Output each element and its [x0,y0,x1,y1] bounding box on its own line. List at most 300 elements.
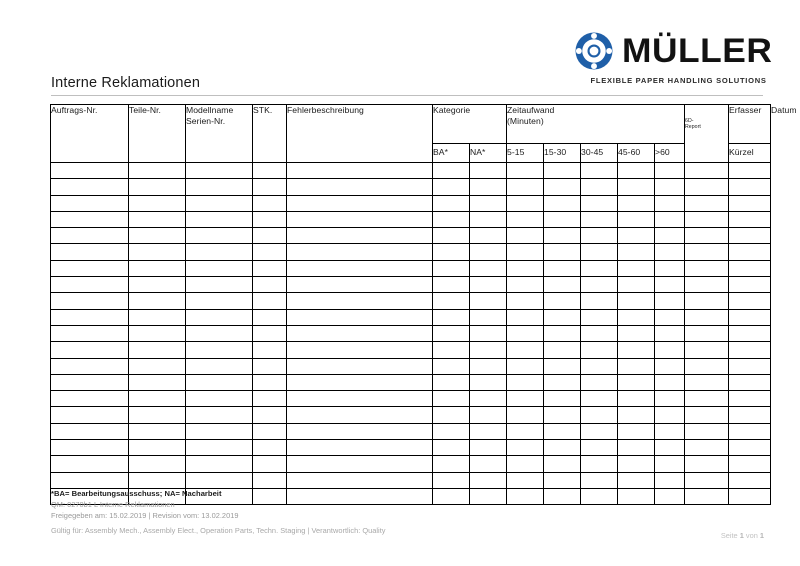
table-cell[interactable] [470,407,507,423]
table-cell[interactable] [655,423,685,439]
table-cell[interactable] [186,228,253,244]
table-cell[interactable] [685,309,729,325]
table-cell[interactable] [51,277,129,293]
table-row[interactable] [51,277,771,293]
table-cell[interactable] [729,195,771,211]
table-cell[interactable] [470,195,507,211]
table-cell[interactable] [618,325,655,341]
table-cell[interactable] [685,374,729,390]
table-cell[interactable] [729,179,771,195]
table-cell[interactable] [685,163,729,179]
table-cell[interactable] [581,260,618,276]
table-cell[interactable] [51,325,129,341]
table-cell[interactable] [129,472,186,488]
table-cell[interactable] [618,163,655,179]
table-cell[interactable] [433,228,470,244]
table-cell[interactable] [685,407,729,423]
table-cell[interactable] [51,407,129,423]
table-cell[interactable] [287,195,433,211]
table-cell[interactable] [129,309,186,325]
table-cell[interactable] [433,472,470,488]
table-row[interactable] [51,211,771,227]
table-cell[interactable] [618,456,655,472]
table-cell[interactable] [287,488,433,504]
table-cell[interactable] [507,195,544,211]
table-cell[interactable] [253,391,287,407]
table-cell[interactable] [655,488,685,504]
table-cell[interactable] [287,228,433,244]
table-row[interactable] [51,195,771,211]
table-cell[interactable] [470,277,507,293]
table-cell[interactable] [507,391,544,407]
table-cell[interactable] [581,179,618,195]
table-cell[interactable] [186,309,253,325]
table-cell[interactable] [253,374,287,390]
table-cell[interactable] [253,179,287,195]
table-cell[interactable] [287,407,433,423]
table-cell[interactable] [51,456,129,472]
table-cell[interactable] [470,228,507,244]
table-cell[interactable] [655,358,685,374]
table-cell[interactable] [51,244,129,260]
table-cell[interactable] [507,211,544,227]
table-cell[interactable] [685,472,729,488]
table-cell[interactable] [581,309,618,325]
table-row[interactable] [51,472,771,488]
table-cell[interactable] [433,163,470,179]
table-row[interactable] [51,293,771,309]
table-cell[interactable] [581,228,618,244]
table-row[interactable] [51,374,771,390]
table-cell[interactable] [253,325,287,341]
table-cell[interactable] [729,472,771,488]
table-row[interactable] [51,391,771,407]
table-cell[interactable] [655,391,685,407]
table-cell[interactable] [253,342,287,358]
table-cell[interactable] [729,423,771,439]
table-cell[interactable] [470,163,507,179]
table-cell[interactable] [186,325,253,341]
table-row[interactable] [51,260,771,276]
table-cell[interactable] [129,358,186,374]
table-row[interactable] [51,440,771,456]
table-cell[interactable] [470,374,507,390]
table-cell[interactable] [287,391,433,407]
table-cell[interactable] [618,228,655,244]
table-cell[interactable] [433,260,470,276]
table-cell[interactable] [470,309,507,325]
table-cell[interactable] [685,488,729,504]
table-cell[interactable] [544,179,581,195]
table-cell[interactable] [618,472,655,488]
table-cell[interactable] [581,325,618,341]
table-cell[interactable] [253,358,287,374]
table-cell[interactable] [655,440,685,456]
table-row[interactable] [51,456,771,472]
table-cell[interactable] [186,374,253,390]
table-cell[interactable] [433,440,470,456]
table-cell[interactable] [129,374,186,390]
table-cell[interactable] [507,440,544,456]
table-cell[interactable] [186,456,253,472]
table-row[interactable] [51,163,771,179]
table-cell[interactable] [186,163,253,179]
table-cell[interactable] [685,456,729,472]
table-cell[interactable] [253,488,287,504]
table-cell[interactable] [581,195,618,211]
table-cell[interactable] [655,228,685,244]
table-cell[interactable] [618,309,655,325]
table-cell[interactable] [685,358,729,374]
table-cell[interactable] [507,456,544,472]
table-cell[interactable] [470,211,507,227]
table-cell[interactable] [544,325,581,341]
table-cell[interactable] [685,179,729,195]
table-cell[interactable] [729,488,771,504]
table-cell[interactable] [253,228,287,244]
table-cell[interactable] [433,293,470,309]
table-cell[interactable] [287,440,433,456]
table-cell[interactable] [581,374,618,390]
table-cell[interactable] [729,440,771,456]
table-cell[interactable] [253,456,287,472]
table-cell[interactable] [581,163,618,179]
table-cell[interactable] [655,342,685,358]
table-cell[interactable] [470,293,507,309]
table-cell[interactable] [685,195,729,211]
table-cell[interactable] [544,244,581,260]
table-cell[interactable] [51,391,129,407]
table-cell[interactable] [507,342,544,358]
table-row[interactable] [51,407,771,423]
table-cell[interactable] [618,391,655,407]
table-cell[interactable] [129,179,186,195]
table-cell[interactable] [618,488,655,504]
table-cell[interactable] [544,293,581,309]
table-row[interactable] [51,244,771,260]
table-cell[interactable] [581,456,618,472]
table-cell[interactable] [433,456,470,472]
table-cell[interactable] [729,309,771,325]
table-cell[interactable] [544,407,581,423]
table-cell[interactable] [433,374,470,390]
table-cell[interactable] [507,293,544,309]
table-cell[interactable] [581,358,618,374]
table-cell[interactable] [129,342,186,358]
table-cell[interactable] [433,407,470,423]
table-cell[interactable] [729,293,771,309]
table-cell[interactable] [544,342,581,358]
table-cell[interactable] [433,325,470,341]
table-cell[interactable] [581,440,618,456]
table-cell[interactable] [186,423,253,439]
table-cell[interactable] [433,423,470,439]
table-cell[interactable] [433,358,470,374]
table-cell[interactable] [470,440,507,456]
table-cell[interactable] [655,407,685,423]
table-cell[interactable] [470,179,507,195]
table-cell[interactable] [655,179,685,195]
table-cell[interactable] [729,456,771,472]
table-cell[interactable] [729,391,771,407]
table-row[interactable] [51,179,771,195]
table-cell[interactable] [544,228,581,244]
table-cell[interactable] [287,456,433,472]
table-cell[interactable] [287,260,433,276]
table-cell[interactable] [433,391,470,407]
table-cell[interactable] [685,211,729,227]
table-cell[interactable] [287,163,433,179]
table-cell[interactable] [186,407,253,423]
table-cell[interactable] [618,342,655,358]
table-cell[interactable] [618,440,655,456]
table-cell[interactable] [581,342,618,358]
table-row[interactable] [51,325,771,341]
table-cell[interactable] [51,423,129,439]
table-cell[interactable] [729,277,771,293]
table-cell[interactable] [186,244,253,260]
table-cell[interactable] [507,179,544,195]
table-cell[interactable] [729,358,771,374]
table-cell[interactable] [433,244,470,260]
table-cell[interactable] [253,260,287,276]
table-cell[interactable] [544,374,581,390]
table-cell[interactable] [655,325,685,341]
table-cell[interactable] [186,358,253,374]
table-cell[interactable] [287,293,433,309]
table-cell[interactable] [618,179,655,195]
table-cell[interactable] [129,440,186,456]
table-cell[interactable] [287,211,433,227]
table-cell[interactable] [433,309,470,325]
table-cell[interactable] [618,358,655,374]
table-cell[interactable] [51,309,129,325]
table-cell[interactable] [433,179,470,195]
table-cell[interactable] [729,244,771,260]
table-cell[interactable] [655,472,685,488]
table-cell[interactable] [618,374,655,390]
table-cell[interactable] [51,374,129,390]
table-cell[interactable] [507,407,544,423]
table-cell[interactable] [544,423,581,439]
table-cell[interactable] [186,211,253,227]
table-row[interactable] [51,423,771,439]
table-cell[interactable] [685,244,729,260]
table-cell[interactable] [287,358,433,374]
table-cell[interactable] [470,391,507,407]
table-cell[interactable] [253,195,287,211]
table-cell[interactable] [287,342,433,358]
table-cell[interactable] [655,309,685,325]
table-cell[interactable] [186,195,253,211]
table-cell[interactable] [51,440,129,456]
table-cell[interactable] [655,293,685,309]
table-cell[interactable] [129,228,186,244]
table-cell[interactable] [253,277,287,293]
table-cell[interactable] [433,211,470,227]
table-cell[interactable] [470,260,507,276]
table-cell[interactable] [186,342,253,358]
table-cell[interactable] [655,195,685,211]
table-cell[interactable] [685,293,729,309]
table-cell[interactable] [129,293,186,309]
table-cell[interactable] [129,277,186,293]
table-cell[interactable] [507,325,544,341]
table-cell[interactable] [287,309,433,325]
table-cell[interactable] [729,342,771,358]
table-cell[interactable] [433,342,470,358]
table-cell[interactable] [287,423,433,439]
table-cell[interactable] [129,391,186,407]
table-cell[interactable] [729,228,771,244]
table-cell[interactable] [729,211,771,227]
table-cell[interactable] [507,163,544,179]
table-cell[interactable] [470,325,507,341]
table-cell[interactable] [287,277,433,293]
table-cell[interactable] [655,374,685,390]
table-cell[interactable] [618,260,655,276]
table-cell[interactable] [581,488,618,504]
table-cell[interactable] [129,211,186,227]
table-cell[interactable] [470,472,507,488]
table-cell[interactable] [655,456,685,472]
table-cell[interactable] [729,260,771,276]
table-cell[interactable] [129,163,186,179]
table-cell[interactable] [287,244,433,260]
table-cell[interactable] [685,423,729,439]
table-cell[interactable] [581,211,618,227]
table-cell[interactable] [544,391,581,407]
table-cell[interactable] [544,309,581,325]
table-cell[interactable] [186,391,253,407]
table-cell[interactable] [287,472,433,488]
table-cell[interactable] [544,358,581,374]
table-row[interactable] [51,342,771,358]
table-cell[interactable] [655,277,685,293]
table-cell[interactable] [51,293,129,309]
table-cell[interactable] [433,277,470,293]
table-cell[interactable] [470,456,507,472]
table-cell[interactable] [655,260,685,276]
table-cell[interactable] [507,244,544,260]
table-cell[interactable] [581,244,618,260]
table-cell[interactable] [544,260,581,276]
table-cell[interactable] [507,488,544,504]
table-cell[interactable] [685,260,729,276]
table-cell[interactable] [253,211,287,227]
table-cell[interactable] [655,163,685,179]
table-cell[interactable] [253,472,287,488]
table-cell[interactable] [729,407,771,423]
table-cell[interactable] [544,277,581,293]
table-cell[interactable] [253,407,287,423]
table-cell[interactable] [51,195,129,211]
table-cell[interactable] [253,163,287,179]
table-cell[interactable] [685,440,729,456]
table-cell[interactable] [253,309,287,325]
table-cell[interactable] [507,358,544,374]
table-cell[interactable] [470,342,507,358]
table-cell[interactable] [685,325,729,341]
table-cell[interactable] [287,179,433,195]
table-cell[interactable] [129,195,186,211]
table-cell[interactable] [544,163,581,179]
table-cell[interactable] [544,195,581,211]
table-row[interactable] [51,309,771,325]
table-cell[interactable] [129,407,186,423]
table-cell[interactable] [507,260,544,276]
table-cell[interactable] [544,440,581,456]
table-row[interactable] [51,228,771,244]
table-cell[interactable] [470,488,507,504]
table-cell[interactable] [253,423,287,439]
table-cell[interactable] [51,472,129,488]
table-cell[interactable] [129,423,186,439]
table-cell[interactable] [729,374,771,390]
table-cell[interactable] [186,179,253,195]
table-cell[interactable] [253,440,287,456]
table-cell[interactable] [618,277,655,293]
table-cell[interactable] [470,358,507,374]
table-cell[interactable] [655,211,685,227]
table-cell[interactable] [507,472,544,488]
table-cell[interactable] [581,423,618,439]
table-cell[interactable] [581,277,618,293]
table-cell[interactable] [581,391,618,407]
table-cell[interactable] [544,211,581,227]
table-cell[interactable] [618,195,655,211]
table-cell[interactable] [618,407,655,423]
table-cell[interactable] [253,293,287,309]
table-row[interactable] [51,358,771,374]
table-cell[interactable] [685,342,729,358]
table-cell[interactable] [507,228,544,244]
table-cell[interactable] [581,293,618,309]
table-cell[interactable] [507,423,544,439]
table-cell[interactable] [470,423,507,439]
table-cell[interactable] [129,456,186,472]
table-cell[interactable] [618,244,655,260]
table-cell[interactable] [51,342,129,358]
table-cell[interactable] [129,244,186,260]
table-cell[interactable] [129,325,186,341]
table-cell[interactable] [433,488,470,504]
table-cell[interactable] [186,277,253,293]
table-cell[interactable] [655,244,685,260]
table-cell[interactable] [685,277,729,293]
table-cell[interactable] [618,293,655,309]
table-cell[interactable] [618,423,655,439]
table-cell[interactable] [186,260,253,276]
table-cell[interactable] [544,488,581,504]
table-cell[interactable] [544,472,581,488]
table-cell[interactable] [186,440,253,456]
table-cell[interactable] [51,179,129,195]
table-cell[interactable] [507,309,544,325]
table-cell[interactable] [186,293,253,309]
table-cell[interactable] [581,407,618,423]
table-cell[interactable] [129,260,186,276]
table-cell[interactable] [51,163,129,179]
table-cell[interactable] [507,374,544,390]
table-cell[interactable] [470,244,507,260]
table-cell[interactable] [729,325,771,341]
table-cell[interactable] [51,260,129,276]
table-cell[interactable] [51,228,129,244]
table-cell[interactable] [685,228,729,244]
table-cell[interactable] [618,211,655,227]
table-cell[interactable] [287,374,433,390]
